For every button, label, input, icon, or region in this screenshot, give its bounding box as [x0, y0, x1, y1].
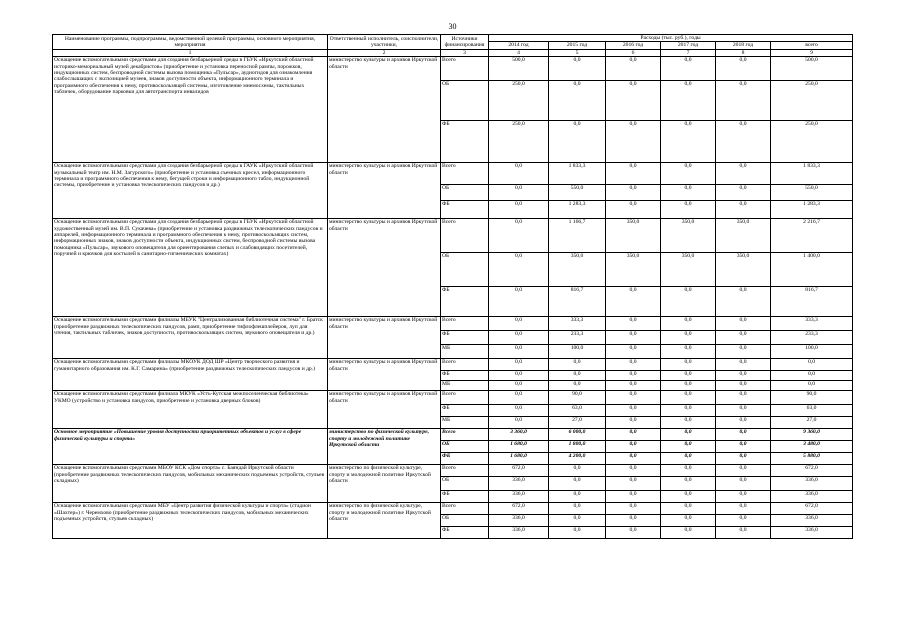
- year-value: 0,0: [716, 391, 771, 405]
- year-value: 0,0: [489, 287, 549, 317]
- activity-executor: министерство культуры и архивов Иркутской области: [328, 219, 441, 317]
- year-value: 0,0: [606, 515, 661, 527]
- year-value: 6 000,0: [549, 429, 606, 441]
- total-value: 2 216,7: [771, 219, 853, 253]
- year-value: 350,0: [606, 219, 661, 253]
- column-number: 7: [661, 49, 716, 56]
- year-value: 0,0: [606, 417, 661, 429]
- activity-name: Оснащение вспомогательными средствами филиалы МКОУК ДОД ШР «Центр творческого развития и гуманитарного образования им. К.Г. Самарина» (приобретение раздвижных телескопических пандусов и др.): [53, 359, 328, 391]
- year-value: 336,0: [489, 515, 549, 527]
- year-value: 0,0: [661, 317, 716, 331]
- funding-source: МБ: [441, 417, 489, 429]
- year-value: 1 680,0: [489, 453, 549, 465]
- year-value: 0,0: [489, 201, 549, 219]
- year-value: 0,0: [716, 381, 771, 391]
- table-row: [53, 429, 853, 441]
- funding-source: Всего: [441, 391, 489, 405]
- year-value: 0,0: [716, 441, 771, 453]
- year-value: 0,0: [606, 121, 661, 163]
- activity-name: Оснащение вспомогательными средствами филиала МКУК «Усть-Кутская межпоселенческая библиотека» УКМО (устройство и установка пандусов, приобретение и установка дверных блоков): [53, 391, 328, 429]
- year-value: 0,0: [661, 371, 716, 381]
- table-body: [53, 57, 853, 539]
- header-executor: Ответственный исполнитель, соисполнители, участники,: [328, 35, 441, 50]
- year-value: 0,0: [716, 287, 771, 317]
- year-value: 0,0: [606, 381, 661, 391]
- year-value: 0,0: [549, 491, 606, 503]
- year-value: 0,0: [716, 121, 771, 163]
- year-value: 3 360,0: [489, 429, 549, 441]
- year-value: 0,0: [661, 465, 716, 477]
- funding-source: ФБ: [441, 201, 489, 219]
- year-value: 0,0: [489, 345, 549, 359]
- year-value: 100,0: [549, 345, 606, 359]
- year-value: 350,0: [549, 253, 606, 287]
- column-number: 3: [441, 49, 489, 56]
- total-value: 336,0: [771, 491, 853, 503]
- funding-source: МБ: [441, 345, 489, 359]
- year-value: 350,0: [606, 253, 661, 287]
- year-value: 0,0: [661, 163, 716, 185]
- year-value: 0,0: [606, 527, 661, 539]
- header-year: 2018 год: [716, 42, 771, 49]
- year-value: 0,0: [716, 201, 771, 219]
- year-value: 0,0: [661, 185, 716, 201]
- year-value: 0,0: [716, 477, 771, 491]
- table-row: [53, 163, 853, 185]
- header-total: всего: [771, 42, 853, 49]
- header-source: Источники финансирования: [441, 35, 489, 50]
- table-row: [53, 317, 853, 331]
- year-value: 0,0: [716, 359, 771, 371]
- year-value: 672,0: [489, 503, 549, 515]
- table-row: [53, 465, 853, 477]
- column-number: 5: [549, 49, 606, 56]
- year-value: 0,0: [549, 57, 606, 81]
- year-value: 0,0: [606, 371, 661, 381]
- table-row: [53, 359, 853, 371]
- funding-source: ОБ: [441, 441, 489, 453]
- year-value: 0,0: [661, 405, 716, 417]
- funding-source: ФБ: [441, 371, 489, 381]
- year-value: 0,0: [716, 331, 771, 345]
- column-number: 9: [771, 49, 853, 56]
- activity-name: Оснащение вспомогательными средствами МБУ «Центр развития физической культуры и спорта» (стадион «Шахтер») г. Черемхово (приобретение раздвижных телескопических пандусов, мобильных механических подъемных устройств, стульев складных): [53, 503, 328, 539]
- total-value: 336,0: [771, 515, 853, 527]
- year-value: 0,0: [489, 359, 549, 371]
- year-value: 0,0: [489, 391, 549, 405]
- total-value: 336,0: [771, 527, 853, 539]
- year-value: 1 166,7: [549, 219, 606, 253]
- year-value: 250,0: [489, 121, 549, 163]
- funding-source: ФБ: [441, 527, 489, 539]
- total-value: 0,0: [771, 359, 853, 371]
- year-value: 90,0: [549, 391, 606, 405]
- activity-executor: министерство культуры и архивов Иркутской области: [328, 57, 441, 163]
- year-value: 0,0: [549, 81, 606, 121]
- year-value: 0,0: [661, 381, 716, 391]
- year-value: 336,0: [489, 477, 549, 491]
- column-number: 2: [328, 49, 441, 56]
- total-value: 816,7: [771, 287, 853, 317]
- header-name: Наименование программы, подпрограммы, ведомственной целевой программы, основного мероприятия, мероприятия: [53, 35, 328, 50]
- year-value: 500,0: [489, 57, 549, 81]
- year-value: 816,7: [549, 287, 606, 317]
- funding-source: ОБ: [441, 253, 489, 287]
- funding-source: ФБ: [441, 121, 489, 163]
- total-value: 233,3: [771, 331, 853, 345]
- year-value: 0,0: [606, 453, 661, 465]
- year-value: 672,0: [489, 465, 549, 477]
- header-year: 2017 год: [661, 42, 716, 49]
- year-value: 0,0: [606, 345, 661, 359]
- header-year: 2016 год: [606, 42, 661, 49]
- year-value: 0,0: [716, 453, 771, 465]
- funding-source: Всего: [441, 163, 489, 185]
- year-value: 0,0: [489, 417, 549, 429]
- year-value: 0,0: [489, 253, 549, 287]
- year-value: 336,0: [489, 527, 549, 539]
- page-number: 30: [448, 22, 457, 31]
- activity-name: Оснащение вспомогательными средствами для создания безбарьерной среды в ГБУК «Иркутский областной историко-мемориальный музей декабристов» (приобретение и установка переносной рампы, порожков, индукционных систем, беспроводной системы вызова помощника «Пульсар», аудиогидов для ознакомления слабослышащих с экспозицией музеев, знаков доступности объекта, информационного терминала и программного обеспечения к нему, противоскользящей системы, изготовление мнемосхемы, тактильных табличек, оборудование парковки для автотранспорта инвалидов: [53, 57, 328, 163]
- year-value: 0,0: [661, 477, 716, 491]
- total-value: 550,0: [771, 185, 853, 201]
- header-year: 2014 год: [489, 42, 549, 49]
- year-value: 0,0: [606, 441, 661, 453]
- year-value: 0,0: [716, 527, 771, 539]
- year-value: 0,0: [661, 345, 716, 359]
- year-value: 0,0: [661, 441, 716, 453]
- year-value: 0,0: [606, 465, 661, 477]
- year-value: 63,0: [549, 405, 606, 417]
- year-value: 0,0: [606, 503, 661, 515]
- total-value: 90,0: [771, 391, 853, 405]
- activity-executor: министерство культуры и архивов Иркутской области: [328, 391, 441, 429]
- year-value: 1 680,0: [489, 441, 549, 453]
- year-value: 0,0: [661, 453, 716, 465]
- total-value: 250,0: [771, 81, 853, 121]
- year-value: 0,0: [606, 287, 661, 317]
- column-number: 4: [489, 49, 549, 56]
- funding-source: ОБ: [441, 81, 489, 121]
- year-value: 0,0: [716, 405, 771, 417]
- year-value: 350,0: [716, 219, 771, 253]
- year-value: 0,0: [549, 515, 606, 527]
- year-value: 27,0: [549, 417, 606, 429]
- year-value: 0,0: [606, 81, 661, 121]
- funding-source: Всего: [441, 503, 489, 515]
- year-value: 0,0: [661, 527, 716, 539]
- total-value: 250,0: [771, 121, 853, 163]
- year-value: 0,0: [489, 331, 549, 345]
- year-value: 0,0: [661, 57, 716, 81]
- funding-source: ФБ: [441, 453, 489, 465]
- total-value: 1 833,3: [771, 163, 853, 185]
- year-value: 333,3: [549, 317, 606, 331]
- year-value: 1 283,3: [549, 201, 606, 219]
- year-value: 0,0: [661, 515, 716, 527]
- financing-table: [52, 34, 853, 539]
- year-value: 350,0: [661, 253, 716, 287]
- column-number: 6: [606, 49, 661, 56]
- total-value: 1 283,3: [771, 201, 853, 219]
- year-value: 0,0: [716, 465, 771, 477]
- year-value: 4 200,0: [549, 453, 606, 465]
- year-value: 0,0: [661, 429, 716, 441]
- funding-source: ФБ: [441, 331, 489, 345]
- year-value: 0,0: [606, 185, 661, 201]
- total-value: 63,0: [771, 405, 853, 417]
- year-value: 0,0: [661, 503, 716, 515]
- funding-source: МБ: [441, 381, 489, 391]
- year-value: 0,0: [489, 371, 549, 381]
- year-value: 0,0: [716, 345, 771, 359]
- activity-executor: министерство по физической культуре, спорту и молодежной политике Иркутской области: [328, 465, 441, 503]
- year-value: 0,0: [489, 163, 549, 185]
- column-number: 8: [716, 49, 771, 56]
- table-row: [53, 391, 853, 405]
- year-value: 0,0: [549, 381, 606, 391]
- funding-source: Всего: [441, 317, 489, 331]
- year-value: 0,0: [489, 185, 549, 201]
- year-value: 0,0: [489, 405, 549, 417]
- funding-source: ОБ: [441, 477, 489, 491]
- year-value: 0,0: [606, 359, 661, 371]
- total-value: 5 880,0: [771, 453, 853, 465]
- year-value: 350,0: [661, 219, 716, 253]
- table-row: [53, 57, 853, 81]
- year-value: 0,0: [661, 359, 716, 371]
- year-value: 0,0: [716, 57, 771, 81]
- funding-source: Всего: [441, 219, 489, 253]
- year-value: 0,0: [489, 381, 549, 391]
- year-value: 0,0: [716, 503, 771, 515]
- column-number: 1: [53, 49, 328, 56]
- activity-name: Оснащение вспомогательными средствами филиалы МБУК "Централизованная библиотечная система" г. Братск (приобретение раздвижных телескопических пандусов, рамп, приобретение тифлофлешплейеров, луп для чтения, тактильных табличек, знаков доступности, противоскользящих систем, звукового оповещателя и др.): [53, 317, 328, 359]
- year-value: 250,0: [489, 81, 549, 121]
- activity-name: Основное мероприятие «Повышение уровня доступности приоритетных объектов и услуг в сфере физической культуры и спорта»: [53, 429, 328, 465]
- activity-executor: министерство культуры и архивов Иркутской области: [328, 359, 441, 391]
- activity-name: Оснащение вспомогательными средствами МБОУ КСК «Дом спорта» с. Баяндай Иркутской области (приобретение раздвижных телескопических пандусов, мобильных механических подъемных устройств, стульев складных): [53, 465, 328, 503]
- activity-executor: министерство по физической культуре, спорту и молодежной политике Иркутской области: [328, 429, 441, 465]
- year-value: 0,0: [549, 359, 606, 371]
- activity-name: Оснащение вспомогательными средствами для создания безбарьерной среды в ГБУК «Иркутский областной художественный музей им. В.П. Сукачева» (приобретение и установка раздвижных телескопических пандусов и аппарелей, информационного терминала и программного обеспечения к нему, противоскользящих систем, информационных знаков, знаков доступности объекта, индукционных систем, беспроводной системы вызова помощника «Пульсар», звукового оповещателя для ориентирования слепых и слабовидящих посетителей, поручней и крючков для костылей в санитарно-гигиенических комнатах): [53, 219, 328, 317]
- year-value: 0,0: [661, 287, 716, 317]
- funding-source: ФБ: [441, 405, 489, 417]
- year-value: 0,0: [716, 429, 771, 441]
- year-value: 0,0: [606, 201, 661, 219]
- year-value: 0,0: [661, 491, 716, 503]
- year-value: 0,0: [606, 477, 661, 491]
- year-value: 0,0: [716, 417, 771, 429]
- total-value: 3 480,0: [771, 441, 853, 453]
- year-value: 233,3: [549, 331, 606, 345]
- year-value: 0,0: [606, 163, 661, 185]
- year-value: 0,0: [549, 503, 606, 515]
- year-value: 0,0: [661, 391, 716, 405]
- activity-executor: министерство культуры и архивов Иркутской области: [328, 163, 441, 219]
- year-value: 0,0: [606, 317, 661, 331]
- funding-source: ОБ: [441, 515, 489, 527]
- total-value: 0,0: [771, 371, 853, 381]
- year-value: 336,0: [489, 491, 549, 503]
- activity-executor: министерство по физической культуре, спорту и молодежной политике Иркутской области: [328, 503, 441, 539]
- year-value: 0,0: [606, 405, 661, 417]
- year-value: 550,0: [549, 185, 606, 201]
- total-value: 27,0: [771, 417, 853, 429]
- year-value: 0,0: [606, 391, 661, 405]
- year-value: 0,0: [716, 185, 771, 201]
- year-value: 0,0: [661, 201, 716, 219]
- total-value: 333,3: [771, 317, 853, 331]
- year-value: 0,0: [661, 331, 716, 345]
- table-row: [53, 503, 853, 515]
- year-value: 350,0: [716, 253, 771, 287]
- year-value: 0,0: [489, 219, 549, 253]
- funding-source: ОБ: [441, 185, 489, 201]
- year-value: 0,0: [606, 491, 661, 503]
- year-value: 1 800,0: [549, 441, 606, 453]
- year-value: 0,0: [549, 121, 606, 163]
- funding-source: Всего: [441, 429, 489, 441]
- header-expenses: Расходы (тыс. руб.), годы: [489, 35, 853, 42]
- year-value: 0,0: [606, 331, 661, 345]
- total-value: 500,0: [771, 57, 853, 81]
- year-value: 1 833,3: [549, 163, 606, 185]
- activity-executor: министерство культуры и архивов Иркутской области: [328, 317, 441, 359]
- total-value: 672,0: [771, 503, 853, 515]
- funding-source: Всего: [441, 465, 489, 477]
- funding-source: ФБ: [441, 491, 489, 503]
- year-value: 0,0: [661, 417, 716, 429]
- year-value: 0,0: [716, 515, 771, 527]
- year-value: 0,0: [549, 527, 606, 539]
- total-value: 0,0: [771, 381, 853, 391]
- year-value: 0,0: [606, 57, 661, 81]
- funding-source: Всего: [441, 57, 489, 81]
- year-value: 0,0: [661, 121, 716, 163]
- year-value: 0,0: [606, 429, 661, 441]
- year-value: 0,0: [716, 491, 771, 503]
- year-value: 0,0: [549, 465, 606, 477]
- year-value: 0,0: [549, 477, 606, 491]
- total-value: 100,0: [771, 345, 853, 359]
- total-value: 336,0: [771, 477, 853, 491]
- total-value: 9 360,0: [771, 429, 853, 441]
- year-value: 0,0: [716, 371, 771, 381]
- year-value: 0,0: [661, 81, 716, 121]
- year-value: 0,0: [549, 371, 606, 381]
- year-value: 0,0: [716, 81, 771, 121]
- total-value: 672,0: [771, 465, 853, 477]
- header-year: 2015 год: [549, 42, 606, 49]
- year-value: 0,0: [716, 317, 771, 331]
- activity-name: Оснащение вспомогательными средствами для создания безбарьерной среды в ГАУК «Иркутский областной музыкальный театр им. Н.М. Загурского» (приобретение и установка съемных кресел, информационного терминала и программного обеспечения к нему, бегущей строки и информационного табло, индукционной системы, приобретение и установка телескопических пандусов и др.): [53, 163, 328, 219]
- funding-source: ФБ: [441, 287, 489, 317]
- funding-source: Всего: [441, 359, 489, 371]
- year-value: 0,0: [489, 317, 549, 331]
- year-value: 0,0: [716, 163, 771, 185]
- total-value: 1 400,0: [771, 253, 853, 287]
- table-row: [53, 219, 853, 253]
